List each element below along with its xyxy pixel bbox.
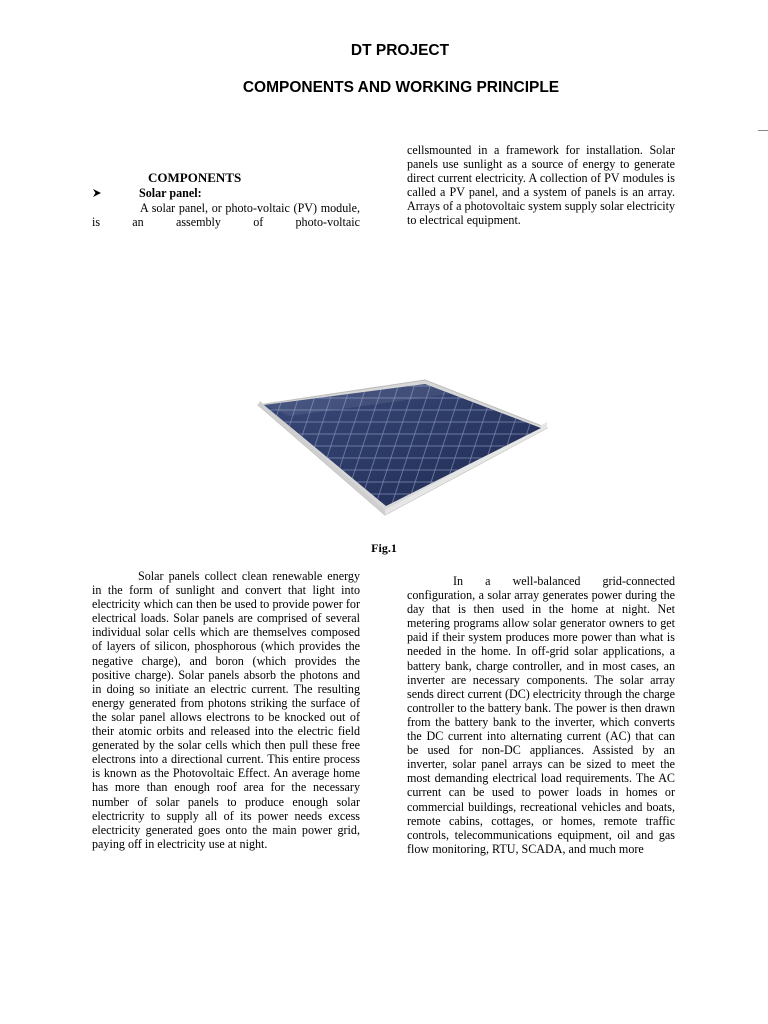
right-top-paragraph: cellsmounted in a framework for installation. Solar panels use sunlight as a source of energy to generate direct current electricity. A collection of PV modules is called a PV panel, and a system of panels is an array. Arrays of a photovoltaic system supply solar electricity to electrical equipment. (407, 143, 675, 228)
left-column-body (92, 569, 360, 851)
intro-text: A solar panel, or photo-voltaic (PV) module, is an assembly of photo-voltaic (92, 201, 360, 230)
bullet-item-solar-panel (92, 186, 202, 201)
margin-mark (758, 130, 768, 131)
left-body-paragraph: Solar panels collect clean renewable energy in the form of sunlight and convert that light into electricity which can then be used to provide power for electrical loads. Solar panels are comprised of several individual solar cells which are themselves composed of layers of silicon, phosphorous (which provides the negative charge), and boron (which provides the positive charge). Solar panels absorb the photons and in doing so initiate an electric current. The resulting energy generated from photons striking the surface of the solar panel allows electrons to be knocked out of their atomic orbits and released into the electric field generated by the solar cells which then pull these free electrons into a directional current. This entire process is known as the Photovoltaic Effect. An average home has more than enough roof area for the necessary number of solar panels to produce enough solar electricrity to supply all of its power needs excess electricity generated goes onto the main power grid, paying off in electricity use at night. (92, 569, 360, 851)
arrow-bullet-icon (92, 186, 139, 201)
solar-panel-figure (250, 350, 550, 525)
document-subtitle: COMPONENTS AND WORKING PRINCIPLE (242, 79, 560, 96)
solar-panel-photo-icon (250, 350, 550, 520)
document-title: DT PROJECT (350, 42, 450, 59)
bullet-label: Solar panel: (139, 186, 202, 200)
right-column-top (407, 143, 675, 228)
right-column-body (407, 574, 675, 856)
section-heading-components: COMPONENTS (148, 170, 242, 185)
figure-caption: Fig.1 (371, 541, 397, 555)
right-body-paragraph: In a well-balanced grid-connected configuration, a solar array generates power during the day that is then used in the home at night. Net metering programs allow solar generator owners to get paid if their system produces more power than what is needed in the home. In off-grid solar applications, a battery bank, charge controller, and in most cases, an inverter are necessary components. The solar array sends direct current (DC) electricity through the charge controller to the battery bank. The power is then drawn from the battery bank to the inverter, which converts the DC current into alternating current (AC) that can be used for non-DC appliances. Assisted by an inverter, solar panel arrays can be sized to meet the most demanding electrical load requirements. The AC current can be used to power loads in homes or commercial buildings, recreational vehicles and boats, remote cabins, cottages, or homes, remote traffic controls, telecommunications equipment, oil and gas flow monitoring, RTU, SCADA, and much more (407, 574, 675, 856)
intro-paragraph (92, 201, 360, 229)
